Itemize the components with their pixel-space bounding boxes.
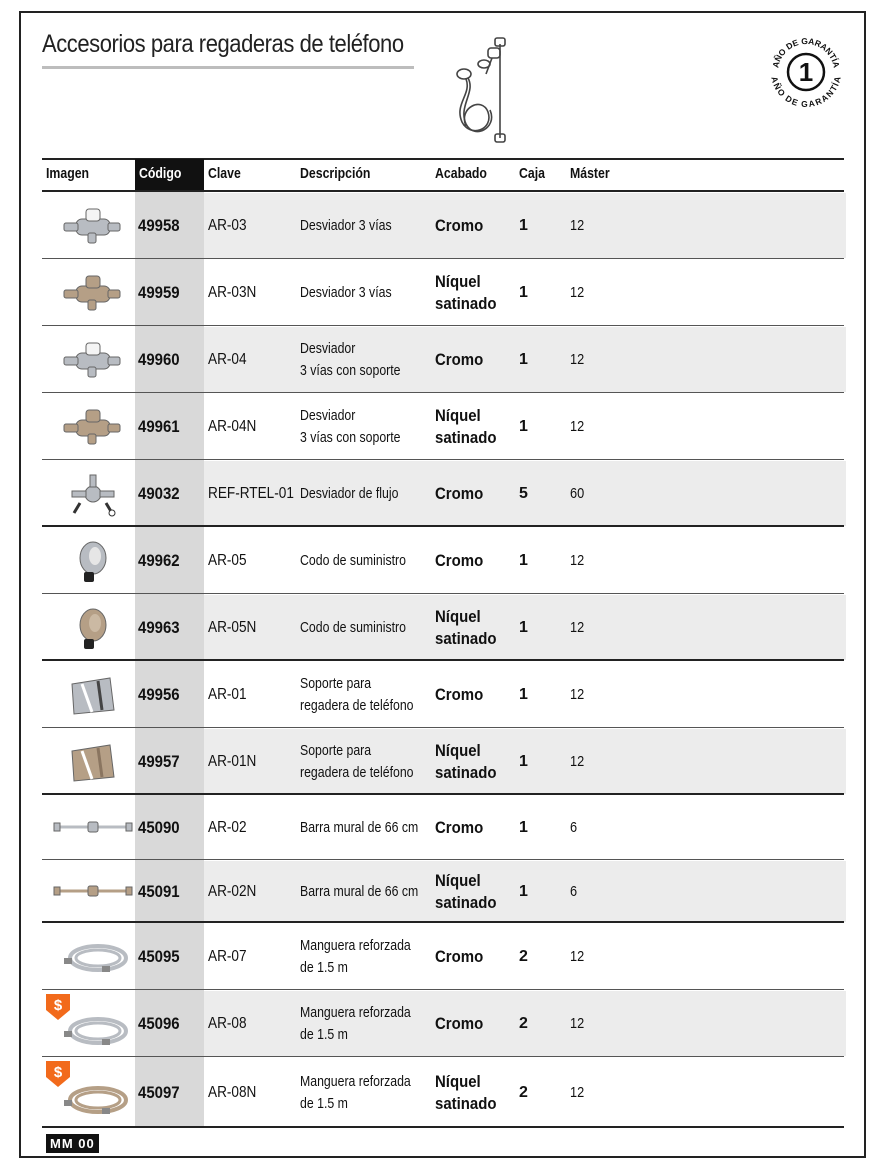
product-image: [52, 737, 134, 792]
product-box-qty: 1: [519, 551, 528, 569]
table-row: [42, 661, 846, 728]
product-image: [52, 603, 134, 658]
product-box-qty: 1: [519, 685, 528, 703]
header-codigo-cell: [135, 159, 204, 191]
product-master-qty: 6: [570, 882, 578, 900]
header-descripcion: Descripción: [300, 165, 371, 182]
header-master: Máster: [570, 165, 610, 182]
product-finish: Cromo: [435, 946, 484, 966]
product-clave: AR-04N: [208, 417, 257, 435]
product-code: 45096: [138, 1013, 180, 1033]
product-clave: AR-02: [208, 818, 247, 836]
product-code: 49959: [138, 282, 180, 302]
footer-code: MM 00: [46, 1134, 99, 1153]
product-finish: Níquel satinado: [435, 606, 497, 648]
diverter-icon: [52, 335, 134, 385]
product-code: 45091: [138, 881, 180, 901]
product-description: Desviador 3 vías: [300, 216, 392, 234]
product-description: Desviador de flujo: [300, 484, 399, 502]
product-code: 49032: [138, 483, 180, 503]
product-finish: Cromo: [435, 1013, 484, 1033]
product-description: Codo de suministro: [300, 551, 406, 569]
product-box-qty: 2: [519, 1083, 528, 1101]
product-clave: REF-RTEL-01: [208, 484, 294, 502]
product-master-qty: 12: [570, 350, 585, 368]
product-master-qty: 12: [570, 947, 585, 965]
table-header: [42, 159, 846, 191]
row-divider: [42, 1126, 844, 1128]
product-master-qty: 12: [570, 752, 585, 770]
product-finish: Níquel satinado: [435, 405, 497, 447]
product-box-qty: 5: [519, 484, 528, 502]
product-code: 49962: [138, 550, 180, 570]
product-clave: AR-08: [208, 1014, 247, 1032]
product-box-qty: 1: [519, 417, 528, 435]
flow-diverter-icon: [52, 469, 134, 519]
product-image: [52, 670, 134, 725]
table-row: [42, 860, 846, 923]
product-clave: AR-05N: [208, 618, 257, 636]
warranty-text-bottom: AÑO DE GARANTÍA: [769, 75, 843, 110]
table-row: [42, 923, 846, 990]
product-description: Manguera reforzada de 1.5 m: [300, 936, 411, 976]
wall-bar-icon: [52, 803, 134, 853]
product-master-qty: 12: [570, 551, 585, 569]
warranty-text-top: AÑO DE GARANTÍA: [770, 35, 842, 69]
product-code: 49960: [138, 349, 180, 369]
elbow-icon: [52, 603, 134, 653]
product-box-qty: 1: [519, 818, 528, 836]
product-finish: Cromo: [435, 215, 484, 235]
product-description: Manguera reforzada de 1.5 m: [300, 1072, 411, 1112]
product-finish: Cromo: [435, 817, 484, 837]
product-description: Manguera reforzada de 1.5 m: [300, 1003, 411, 1043]
product-box-qty: 1: [519, 283, 528, 301]
product-finish: Níquel satinado: [435, 1071, 497, 1113]
warranty-number: 1: [798, 57, 814, 87]
product-clave: AR-03: [208, 216, 247, 234]
product-code: 45097: [138, 1082, 180, 1102]
product-clave: AR-01N: [208, 752, 257, 770]
hose-icon: [52, 932, 134, 982]
product-master-qty: 60: [570, 484, 585, 502]
table-row: [42, 393, 846, 460]
product-clave: AR-02N: [208, 882, 257, 900]
product-description: Codo de suministro: [300, 618, 406, 636]
product-code: 49958: [138, 215, 180, 235]
product-clave: AR-08N: [208, 1083, 257, 1101]
table-row: [42, 1057, 846, 1128]
product-description: Soporte para regadera de teléfono: [300, 741, 414, 781]
table-row: [42, 527, 846, 594]
product-master-qty: 12: [570, 1014, 585, 1032]
product-description: Barra mural de 66 cm: [300, 882, 419, 900]
table-row: [42, 259, 846, 326]
product-code: 49957: [138, 751, 180, 771]
product-master-qty: 12: [570, 685, 585, 703]
product-master-qty: 12: [570, 1083, 585, 1101]
product-finish: Níquel satinado: [435, 870, 497, 912]
product-image: [52, 536, 134, 591]
product-box-qty: 1: [519, 618, 528, 636]
product-box-qty: 2: [519, 1014, 528, 1032]
table-row: [42, 326, 846, 393]
shower-kit-illustration-icon: [448, 34, 528, 146]
title-underline: [42, 66, 414, 69]
product-finish: Cromo: [435, 483, 484, 503]
product-clave: AR-03N: [208, 283, 257, 301]
product-box-qty: 1: [519, 216, 528, 234]
elbow-icon: [52, 536, 134, 586]
product-image: [52, 803, 134, 858]
product-finish: Cromo: [435, 550, 484, 570]
product-image: [52, 402, 134, 457]
product-description: Barra mural de 66 cm: [300, 818, 419, 836]
product-clave: AR-04: [208, 350, 247, 368]
product-finish: Níquel satinado: [435, 271, 497, 313]
product-image: [52, 201, 134, 256]
product-master-qty: 12: [570, 417, 585, 435]
header-imagen: Imagen: [46, 165, 90, 182]
page-title: Accesorios para regaderas de teléfono: [42, 30, 404, 58]
product-description: Desviador 3 vías con soporte: [300, 406, 401, 446]
table-row: [42, 795, 846, 860]
product-box-qty: 2: [519, 947, 528, 965]
product-box-qty: 1: [519, 752, 528, 770]
wall-bar-icon: [52, 867, 134, 917]
product-clave: AR-01: [208, 685, 247, 703]
product-master-qty: 6: [570, 818, 578, 836]
svg-text:$: $: [53, 997, 63, 1014]
svg-text:$: $: [53, 1064, 63, 1081]
product-code: 49956: [138, 684, 180, 704]
holder-icon: [52, 737, 134, 787]
product-image: [52, 867, 134, 922]
table-row: [42, 460, 846, 527]
holder-icon: [52, 670, 134, 720]
product-finish: Cromo: [435, 684, 484, 704]
product-code: 49963: [138, 617, 180, 637]
table-row: [42, 192, 846, 259]
product-description: Desviador 3 vías: [300, 283, 392, 301]
product-code: 45095: [138, 946, 180, 966]
table-row: [42, 990, 846, 1057]
product-code: 45090: [138, 817, 180, 837]
header-acabado: Acabado: [435, 165, 487, 182]
diverter-icon: [52, 268, 134, 318]
product-clave: AR-07: [208, 947, 247, 965]
product-image: [52, 268, 134, 323]
product-description: Desviador 3 vías con soporte: [300, 339, 401, 379]
product-description: Soporte para regadera de teléfono: [300, 674, 414, 714]
product-finish: Níquel satinado: [435, 740, 497, 782]
product-master-qty: 12: [570, 618, 585, 636]
table-row: [42, 728, 846, 795]
diverter-icon: [52, 201, 134, 251]
header-codigo: Código: [139, 165, 182, 182]
header-clave: Clave: [208, 165, 241, 182]
diverter-icon: [52, 402, 134, 452]
product-box-qty: 1: [519, 882, 528, 900]
price-down-icon: [44, 992, 72, 1022]
product-box-qty: 1: [519, 350, 528, 368]
product-master-qty: 12: [570, 216, 585, 234]
product-master-qty: 12: [570, 283, 585, 301]
product-code: 49961: [138, 416, 180, 436]
price-down-icon: [44, 1059, 72, 1089]
product-image: [52, 469, 134, 524]
header-caja: Caja: [519, 165, 545, 182]
table-row: [42, 594, 846, 661]
product-image: [52, 932, 134, 987]
product-image: [52, 335, 134, 390]
product-finish: Cromo: [435, 349, 484, 369]
product-clave: AR-05: [208, 551, 247, 569]
warranty-badge: [768, 34, 844, 110]
